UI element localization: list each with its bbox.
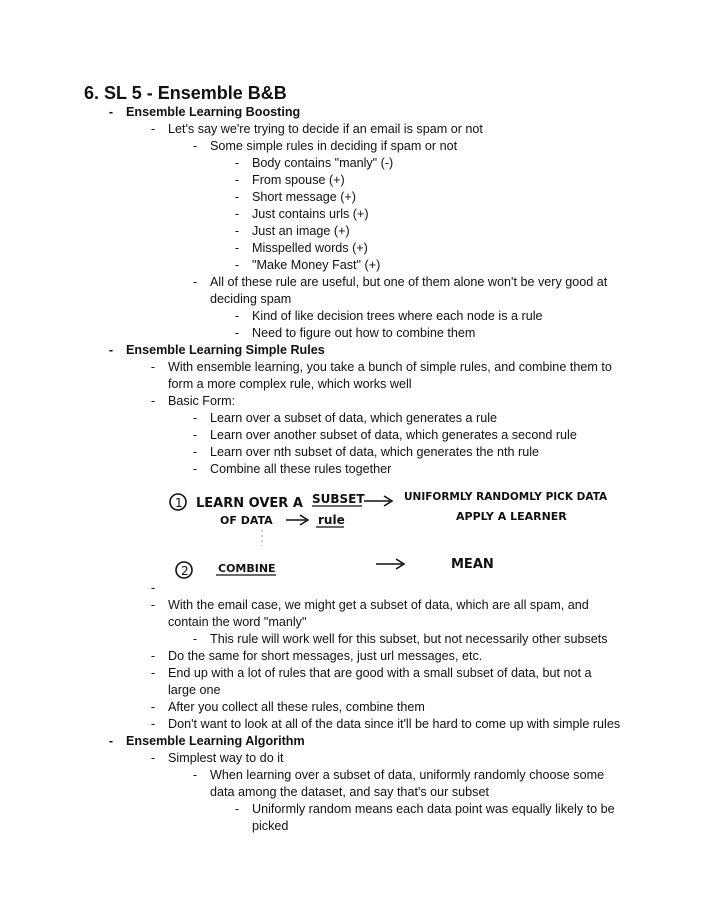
bullet-dash: - [192, 428, 198, 442]
step1-rule-text: rule [318, 513, 345, 527]
item-text: Learn over another subset of data, which generates a second rule [210, 428, 577, 442]
bullet-dash: - [150, 598, 156, 612]
item-text: With the email case, we might get a subset of data, which are all spam, and [168, 598, 589, 612]
item-text: After you collect all these rules, combine them [168, 700, 425, 714]
bullet-dash: - [234, 326, 240, 340]
bullet-dash: - [150, 717, 156, 731]
step1-subset-text: SUBSET [312, 492, 365, 506]
bullet-dash: - [108, 343, 114, 357]
item-text: Short message (+) [252, 190, 356, 204]
bullet-dash: - [234, 802, 240, 816]
bullet-dash: - [150, 751, 156, 765]
item-text: Learn over a subset of data, which generates a rule [210, 411, 498, 425]
item-text: From spouse (+) [252, 173, 345, 187]
bullet-dash: - [234, 241, 240, 255]
item-text: Basic Form: [168, 394, 236, 408]
bullet-dash: - [150, 700, 156, 714]
bullet-dash: - [192, 275, 198, 289]
step1-right-text: UNIFORMLY RANDOMLY PICK DATA [404, 491, 608, 503]
item-text: Don't want to look at all of the data since it'll be hard to come up with simple rules [168, 717, 621, 731]
bullet-dash: - [192, 632, 198, 646]
item-text: All of these rule are useful, but one of them alone won't be very good at [210, 275, 608, 289]
bullet-dash: - [234, 207, 240, 221]
item-text: form a more complex rule, which works well [168, 377, 412, 391]
page-title: 6. SL 5 - Ensemble B&B [84, 83, 287, 103]
section-heading: Ensemble Learning Simple Rules [126, 343, 325, 357]
handwritten-sketch [166, 480, 636, 580]
item-text: Need to figure out how to combine them [252, 326, 476, 340]
bullet-dash: - [234, 224, 240, 238]
bullet-dash: - [192, 462, 198, 476]
item-text: Learn over nth subset of data, which generates the nth rule [210, 445, 540, 459]
item-text: Combine all these rules together [210, 462, 392, 476]
step1-of-data-text: OF DATA [220, 514, 273, 527]
bullet-dash: - [150, 360, 156, 374]
item-text: With ensemble learning, you take a bunch of simple rules, and combine them to [168, 360, 612, 374]
bullet-dash: - [150, 649, 156, 663]
item-text: picked [252, 819, 289, 833]
step2-number: 2 [181, 564, 189, 578]
bullet-dash: - [234, 258, 240, 272]
item-text: large one [168, 683, 221, 697]
step1-learn-text: LEARN OVER A [196, 496, 303, 511]
bullet-dash: - [108, 734, 114, 748]
item-text: Just an image (+) [252, 224, 350, 238]
bullet-dash: - [234, 309, 240, 323]
bullet-dash: - [192, 411, 198, 425]
item-text: Uniformly random means each data point was equally likely to be [252, 802, 615, 816]
bullet-dash: - [234, 156, 240, 170]
item-text: Kind of like decision trees where each node is a rule [252, 309, 543, 323]
item-text: Just contains urls (+) [252, 207, 369, 221]
bullet-dash: - [108, 105, 114, 119]
item-text: Misspelled words (+) [252, 241, 368, 255]
item-text: Do the same for short messages, just url messages, etc. [168, 649, 483, 663]
item-text: "Make Money Fast" (+) [252, 258, 381, 272]
section-heading: Ensemble Learning Boosting [126, 105, 301, 119]
item-text: deciding spam [210, 292, 292, 306]
step1-learner-text: APPLY A LEARNER [456, 510, 567, 523]
bullet-dash: - [150, 394, 156, 408]
step1-number: 1 [175, 496, 183, 510]
item-text: End up with a lot of rules that are good with a small subset of data, but not a [168, 666, 592, 680]
bullet-dash: - [192, 768, 198, 782]
bullet-dash: - [234, 173, 240, 187]
bullet-dash: - [192, 445, 198, 459]
item-text: Some simple rules in deciding if spam or not [210, 139, 458, 153]
bullet-dash: - [192, 139, 198, 153]
section-heading: Ensemble Learning Algorithm [126, 734, 305, 748]
item-text: Let's say we're trying to decide if an email is spam or not [168, 122, 483, 136]
step2-combine-text: COMBINE [218, 562, 276, 575]
bullet-dash: - [150, 666, 156, 680]
item-text: When learning over a subset of data, uniformly randomly choose some [210, 768, 605, 782]
step2-mean-text: MEAN [451, 557, 494, 572]
item-text: Simplest way to do it [168, 751, 284, 765]
item-text: data among the dataset, and say that's our subset [210, 785, 489, 799]
bullet-dash: - [234, 190, 240, 204]
bullet-dash: - [150, 122, 156, 136]
item-text: contain the word "manly" [168, 615, 307, 629]
bullet-dash: - [150, 581, 156, 595]
item-text: This rule will work well for this subset, but not necessarily other subsets [210, 632, 608, 646]
item-text: Body contains "manly" (-) [252, 156, 394, 170]
